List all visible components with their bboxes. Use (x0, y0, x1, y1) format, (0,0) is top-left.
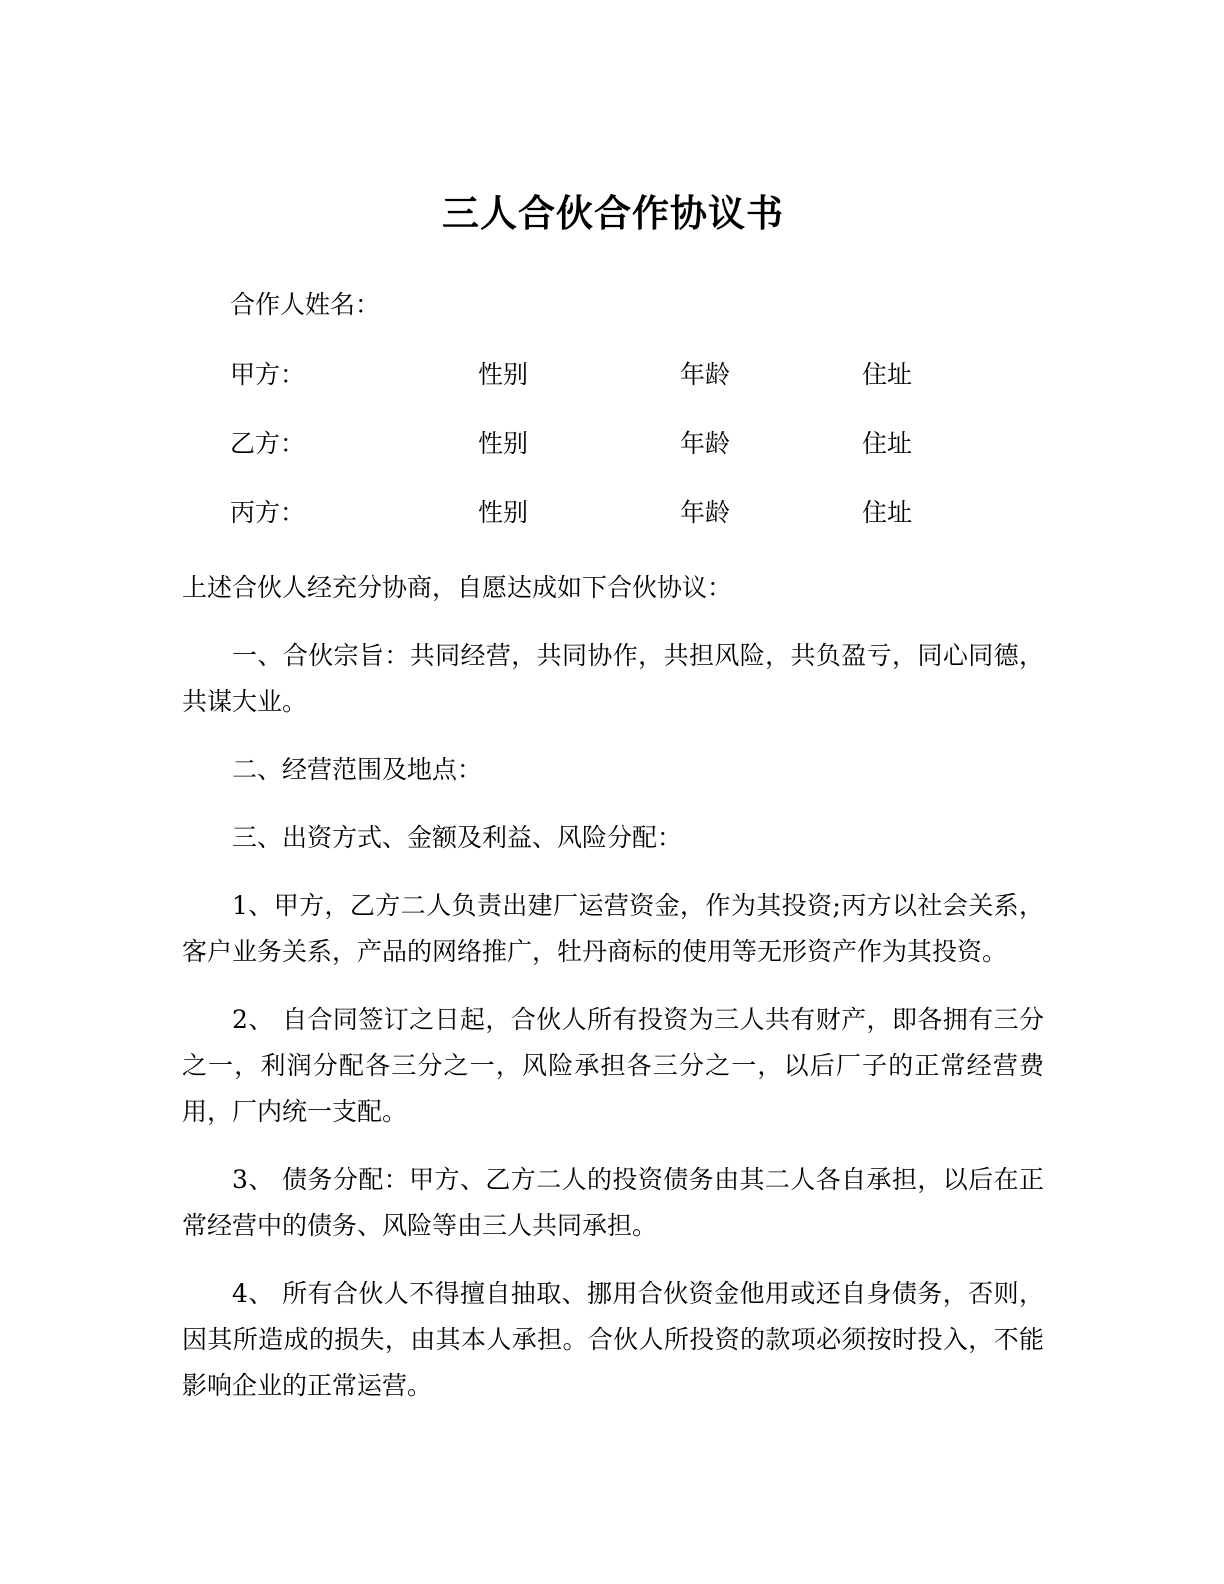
party-age-label-yi: 年龄 (680, 429, 731, 459)
party-gender-label-bing: 性别 (478, 498, 529, 528)
party-gender-label-jia: 性别 (478, 360, 529, 390)
section-one-purpose: 一、合伙宗旨：共同经营，共同协作，共担风险，共负盈亏，同心同德，共谋大业。 (182, 641, 1044, 717)
section-three-contribution: 三、出资方式、金额及利益、风险分配： (232, 823, 683, 853)
party-gender-label-yi: 性别 (478, 429, 529, 459)
party-row (182, 352, 1044, 398)
party-age-label-bing: 年龄 (680, 498, 731, 528)
clause-item-3: 3、 债务分配：甲方、乙方二人的投资债务由其二人各自承担，以后在正常经营中的债务、风险等由三人共同承担。 (182, 1165, 1044, 1241)
page-title: 三人合伙合作协议书 (442, 192, 784, 235)
clause-item-4: 4、 所有合伙人不得擅自抽取、挪用合伙资金他用或还自身债务，否则，因其所造成的损失，由其本人承担。合伙人所投资的款项必须按时投入，不能影响企业的正常运营。 (182, 1279, 1044, 1401)
party-address-label-yi: 住址 (862, 429, 913, 459)
clause-item-1: 1、甲方，乙方二人负责出建厂运营资金，作为其投资;丙方以社会关系，客户业务关系，产品的网络推广，牡丹商标的使用等无形资产作为其投资。 (182, 891, 1044, 967)
party-label-jia: 甲方： (230, 360, 306, 390)
document-content (182, 190, 1044, 1431)
partner-names-label: 合作人姓名： (230, 290, 381, 320)
party-label-bing: 丙方： (230, 498, 306, 528)
party-row (182, 490, 1044, 536)
party-age-label-jia: 年龄 (680, 360, 731, 390)
party-row (182, 421, 1044, 467)
clause-item-2: 2、 自合同签订之日起，合伙人所有投资为三人共有财产，即各拥有三分之一，利润分配各三分之一，风险承担各三分之一，以后厂子的正常经营费用，厂内统一支配。 (182, 1005, 1044, 1127)
preamble-paragraph: 上述合伙人经充分协商，自愿达成如下合伙协议： (182, 573, 733, 603)
section-two-scope-location: 二、经营范围及地点： (232, 755, 483, 785)
party-address-label-jia: 住址 (862, 360, 913, 390)
party-address-label-bing: 住址 (862, 498, 913, 528)
party-label-yi: 乙方： (230, 429, 306, 459)
